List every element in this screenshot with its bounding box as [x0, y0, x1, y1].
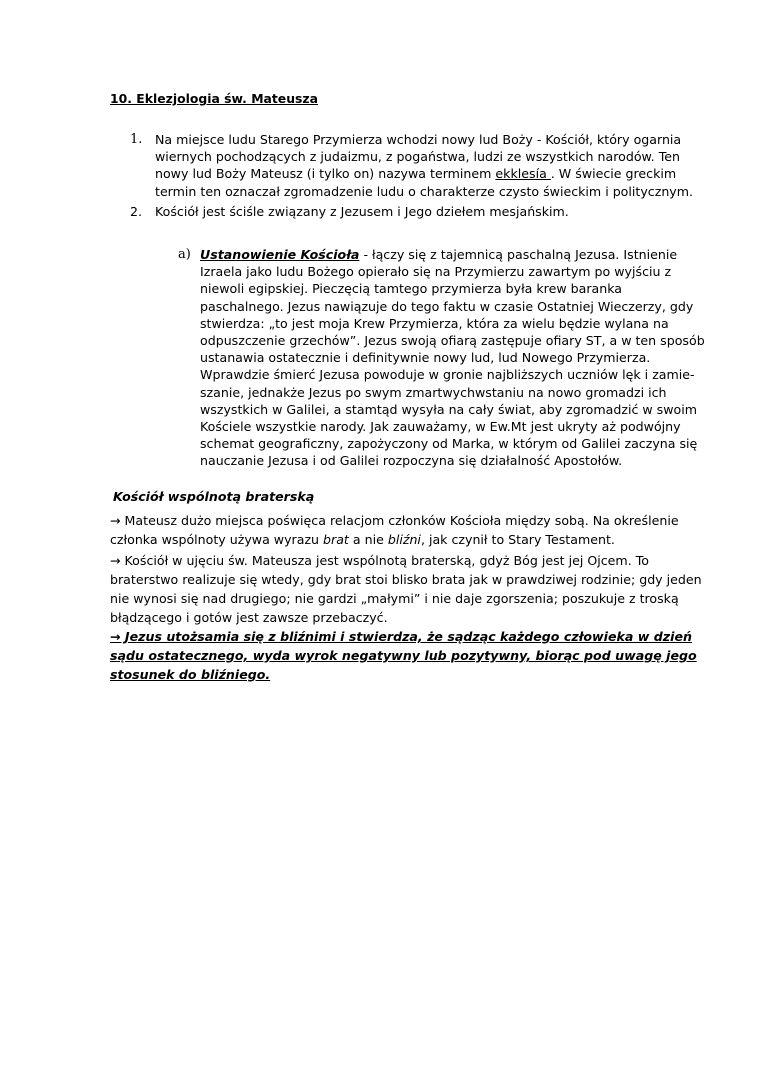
text-line: Wprawdzie śmierć Jezusa powoduje w gronie najbliższych uczniów lęk i zamie- — [200, 367, 695, 383]
text-line: → Mateusz dużo miejsca poświęca relacjom członków Kościoła między sobą. Na określenie — [110, 513, 679, 528]
text-segment: , jak czynił to Stary Testament. — [420, 532, 615, 547]
text-segment: a nie — [348, 532, 388, 547]
text-segment: - łączy się z tajemnicą paschalną Jezusa. Istnienie — [359, 247, 678, 262]
text-line: szanie, jednakże Jezus po swym zmartwychwstaniu na nowo gromadzi ich — [200, 384, 667, 400]
text-line: sądu ostatecznego, wyda wyrok negatywny lub pozytywny, biorąc pod uwagę jego — [110, 648, 697, 663]
text-line: wszystkich w Galilei, a stamtąd wysyła na cały świat, aby zgromadzić w swoim — [200, 401, 698, 417]
text-line: paschalnego. Jezus nawiązuje do tego faktu w czasie Ostatniej Wieczerzy, gdy — [200, 298, 694, 314]
list-item-text — [155, 131, 694, 200]
text-line: Izraela jako ludu Bożego opierało się na Przymierzu zawartym po wyjściu z — [200, 264, 672, 280]
text-line — [200, 246, 678, 263]
section-heading: Kościół wspólnotą braterską — [113, 489, 315, 504]
text-line: Na miejsce ludu Starego Przymierza wchodzi nowy lud Boży - Kościół, który ogarnia — [155, 132, 682, 147]
sub-item-heading: Ustanowienie Kościoła — [200, 247, 360, 262]
text-line — [110, 530, 670, 549]
text-line: stosunek do bliźniego. — [110, 667, 271, 682]
sub-item-mark: a) — [178, 247, 191, 262]
closing-statement — [110, 627, 697, 684]
text-segment: członka wspólnoty używa wyrazu — [110, 532, 324, 547]
text-line: ustanawia ostatecznie i definitywnie nowy lud, lud Nowego Przymierza. — [200, 350, 651, 366]
emphasis-brat: brat — [323, 532, 349, 547]
text-line: schemat geograficzny, zapożyczony od Marka, w którym od Galilei zaczyna się — [200, 436, 698, 452]
list-number: 2. — [130, 204, 143, 219]
list-item-text — [155, 203, 685, 220]
list-number: 1. — [130, 132, 143, 147]
term-ekklesia: ekklesía — [495, 166, 551, 182]
emphasis-blizni: bliźni — [387, 532, 421, 547]
text-segment: nowy lud Boży Mateusz (i tylko on) nazywa terminem — [155, 166, 496, 182]
paragraph-1 — [110, 511, 679, 549]
text-line: → Kościół w ujęciu św. Mateusza jest wspólnotą braterską, gdyż Bóg jest jej Ojcem. To — [110, 553, 649, 568]
text-line: → Jezus utożsamia się z bliźnimi i stwierdza, że sądząc każdego człowieka w dzień — [110, 629, 692, 644]
text-line: Kościół jest ściśle związany z Jezusem i Jego dziełem mesjańskim. — [155, 204, 569, 219]
text-line: odpuszczenie grzechów”. Jezus swoją ofiarą zastępuje ofiary ST, a w ten sposób — [200, 333, 705, 349]
text-line: niewoli egipskiej. Pieczęcią tamtego przymierza była krew baranka — [200, 281, 623, 297]
text-line: nauczanie Jezusa i od Galilei rozpoczyna się działalność Apostołów. — [200, 453, 623, 469]
text-line: braterstwo realizuje się wtedy, gdy brat stoi blisko brata jak w prawdziwej rodzinie; gdy jeden — [110, 572, 702, 587]
text-segment: . W świecie greckim — [550, 166, 677, 182]
text-line: wiernych pochodzących z judaizmu, z pogaństwa, ludzi ze wszystkich narodów. Ten — [155, 149, 680, 165]
page-title: 10. Eklezjologia św. Mateusza — [110, 91, 318, 106]
text-line: termin ten oznaczał zgromadzenie ludu o charakterze czysto świeckim i politycznym. — [155, 183, 694, 199]
text-line — [155, 165, 685, 182]
text-line: nie wynosi się nad drugiego; nie gardzi „małymi” i nie daje zgorszenia; poszukuje z troską — [110, 591, 679, 606]
text-line: Kościele wszystkie narody. Jak zauważamy, w Ew.Mt jest ukryty aż podwójny — [200, 419, 681, 435]
sub-item-text — [200, 246, 705, 470]
paragraph-2 — [110, 551, 702, 627]
text-line: stwierdza: „to jest moja Krew Przymierza, która za wielu będzie wylana na — [200, 315, 669, 331]
text-line: błądzącego i gotów jest zawsze przebaczyć. — [110, 610, 388, 625]
